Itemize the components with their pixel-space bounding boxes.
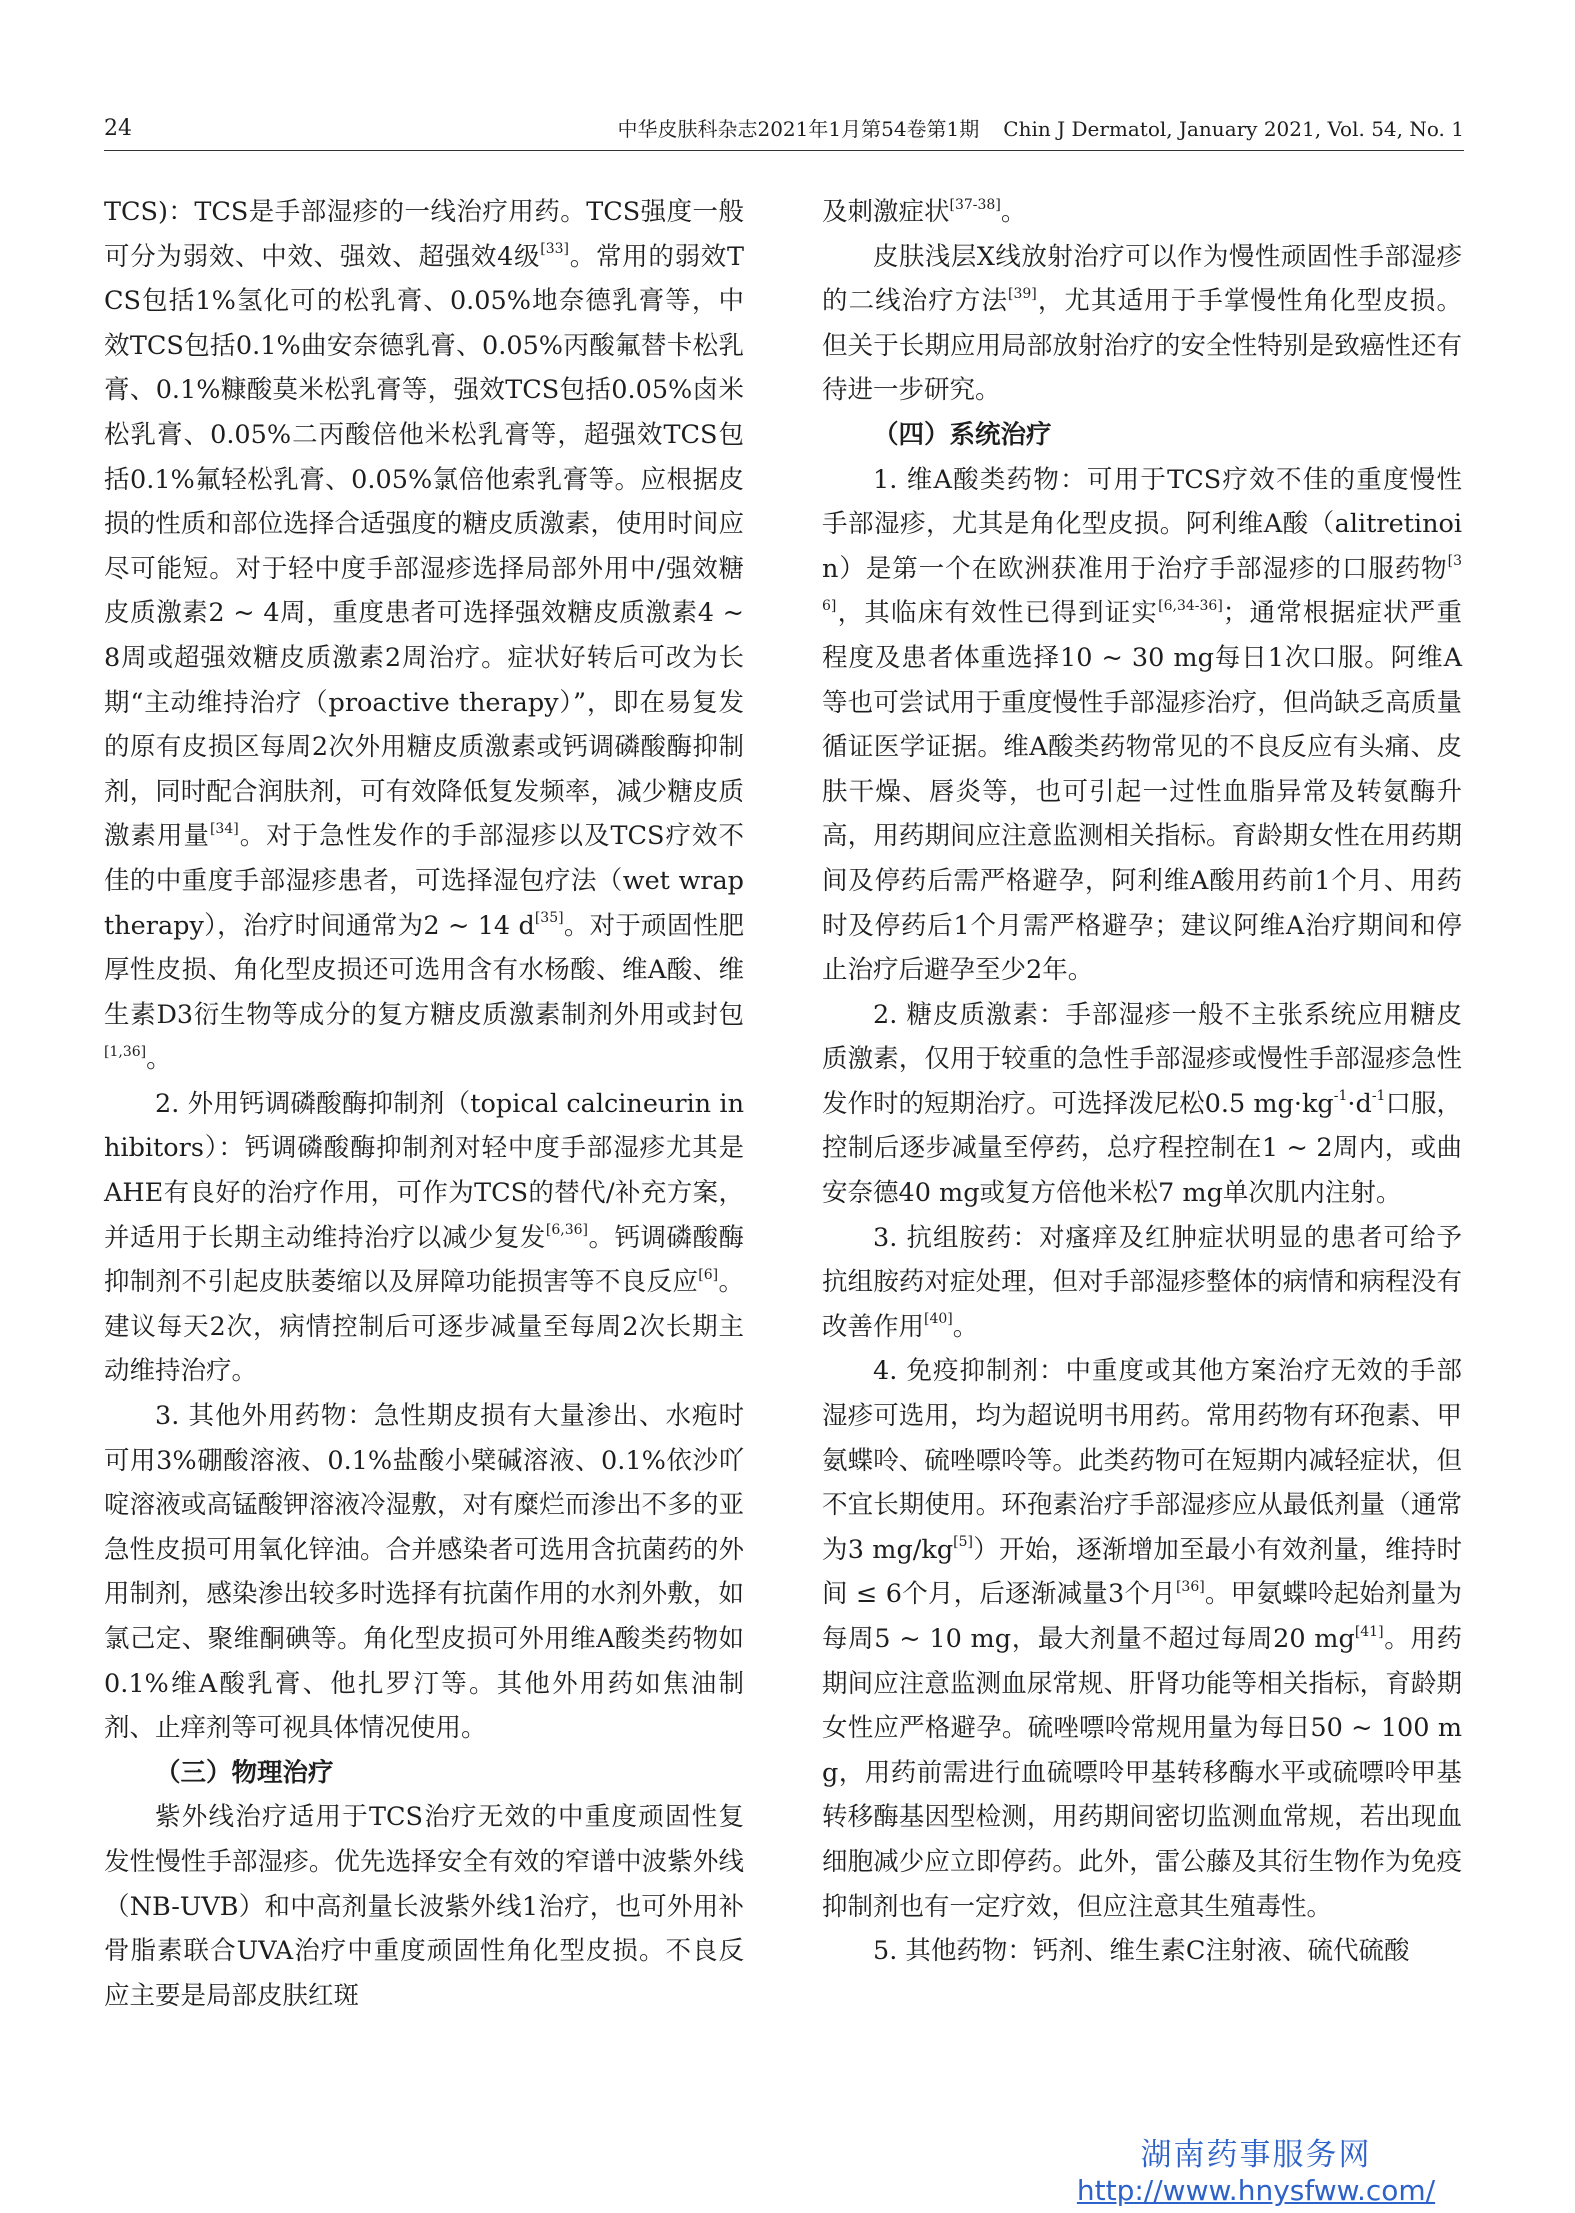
right-column: [822, 190, 1462, 1974]
journal-title-en: Chin J Dermatol, January 2021, Vol. 54, No. 1: [1003, 117, 1464, 141]
citation: [6,36]: [545, 1222, 589, 1239]
journal-title-cn: 中华皮肤科杂志2021年1月第54卷第1期: [617, 117, 980, 141]
paragraph-retinoids: 1. 维A酸类药物：可用于TCS疗效不佳的重度慢性手部湿疹，尤其是角化型皮损。阿利维A酸（alitretinoin）是第一个在欧洲获准用于治疗手部湿疹的口服药物[36]，其临床有效性已得到证实[6,34-36]；通常根据症状严重程度及患者体重选择10 ~ 30 mg每日1次口服。阿维A等也可尝试用于重度慢性手部湿疹治疗，但尚缺乏高质量循证医学证据。维A酸类药物常见的不良反应有头痛、皮肤干燥、唇炎等，也可引起一过性血脂异常及转氨酶升高，用药期间应注意监测相关指标。育龄期女性在用药期间及停药后需严格避孕，阿利维A酸用药前1个月、用药时及停药后1个月需严格避孕；建议阿维A治疗期间和停止治疗后避孕至少2年。: [822, 464, 1462, 986]
header-rule: [104, 150, 1464, 151]
paragraph-phototherapy: 紫外线治疗适用于TCS治疗无效的中重度顽固性复发性慢性手部湿疹。优先选择安全有效的窄谱中波紫外线（NB-UVB）和中高剂量长波紫外线1治疗，也可外用补骨脂素联合UVA治疗中重度顽固性角化型皮损。不良反应主要是局部皮肤红斑: [104, 1802, 744, 2011]
citation: [39]: [1008, 285, 1037, 302]
running-head: [617, 114, 1464, 144]
paragraph-radiotherapy: 皮肤浅层X线放射治疗可以作为慢性顽固性手部湿疹的二线治疗方法[39]，尤其适用于手掌慢性角化型皮损。但关于长期应用局部放射治疗的安全性特别是致癌性还有待进一步研究。: [822, 241, 1462, 406]
citation: [37-38]: [949, 196, 1001, 213]
page-number: 24: [104, 116, 132, 141]
paragraph-systemic-corticosteroids: 2. 糖皮质激素：手部湿疹一般不主张系统应用糖皮质激素，仅用于较重的急性手部湿疹或慢性手部湿疹急性发作时的短期治疗。可选择泼尼松0.5 $mg\cdot kg^{-1}\cdot d^{-1}$口服，控制后逐步减量至停药，总疗程控制在1 ~ 2周内，或曲安奈德40 mg或复方倍他米松7 mg单次肌内注射。: [822, 999, 1462, 1209]
citation: [36]: [1175, 1578, 1205, 1595]
site-watermark: [1026, 2136, 1486, 2208]
citation: [6,34-36]: [1158, 597, 1223, 614]
paragraph-phototherapy-continued: 及刺激症状[37-38]。: [822, 196, 1027, 227]
citation: [33]: [540, 241, 570, 258]
section-heading-systemic-therapy: （四）系统治疗: [873, 419, 1052, 450]
paragraph-other-drugs: 5. 其他药物：钙剂、维生素C注射液、硫代硫酸: [873, 1936, 1410, 1967]
citation: [6]: [698, 1266, 719, 1283]
paragraph-antihistamines: 3. 抗组胺药：对瘙痒及红肿症状明显的患者可给予抗组胺药对症处理，但对手部湿疹整体的病情和病程没有改善作用[40]。: [822, 1222, 1462, 1342]
citation: [1,36]: [104, 1043, 147, 1060]
section-heading-physical-therapy: （三）物理治疗: [155, 1757, 334, 1788]
paragraph-tcs-continued: TCS)：TCS是手部湿疹的一线治疗用药。TCS强度一般可分为弱效、中效、强效、超强效4级[33]。常用的弱效TCS包括1%氢化可的松乳膏、0.05%地奈德乳膏等，中效TCS包括0.1%曲安奈德乳膏、0.05%丙酸氟替卡松乳膏、0.1%糠酸莫米松乳膏等，强效TCS包括0.05%卤米松乳膏、0.05%二丙酸倍他米松乳膏等，超强效TCS包括0.1%氟轻松乳膏、0.05%氯倍他索乳膏等。应根据皮损的性质和部位选择合适强度的糖皮质激素，使用时间应尽可能短。对于轻中度手部湿疹选择局部外用中/强效糖皮质激素2 ~ 4周，重度患者可选择强效糖皮质激素4 ~ 8周或超强效糖皮质激素2周治疗。症状好转后可改为长期“主动维持治疗（proactive therapy）”，即在易复发的原有皮损区每周2次外用糖皮质激素或钙调磷酸酶抑制剂，同时配合润肤剂，可有效降低复发频率，减少糖皮质激素用量[34]。对于急性发作的手部湿疹以及TCS疗效不佳的中重度手部湿疹患者，可选择湿包疗法（wet wrap therapy），治疗时间通常为2 ~ 14 d[35]。对于顽固性肥厚性皮损、角化型皮损还可选用含有水杨酸、维A酸、维生素D3衍生物等成分的复方糖皮质激素制剂外用或封包[1,36]。: [104, 197, 744, 1075]
watermark-site-name: 湖南药事服务网: [1140, 2137, 1372, 2173]
watermark-url[interactable]: http://www.hnysfww.com/: [1076, 2174, 1436, 2207]
paragraph-other-topical: 3. 其他外用药物：急性期皮损有大量渗出、水疱时可用3%硼酸溶液、0.1%盐酸小檗碱溶液、0.1%依沙吖啶溶液或高锰酸钾溶液冷湿敷，对有糜烂而渗出不多的亚急性皮损可用氧化锌油。合并感染者可选用含抗菌药的外用制剂，感染渗出较多时选择有抗菌作用的水剂外敷，如氯己定、聚维酮碘等。角化型皮损可外用维A酸类药物如0.1%维A酸乳膏、他扎罗汀等。其他外用药如焦油制剂、止痒剂等可视具体情况使用。: [104, 1401, 744, 1744]
paragraph-calcineurin: 2. 外用钙调磷酸酶抑制剂（topical calcineurin inhibitors）：钙调磷酸酶抑制剂对轻中度手部湿疹尤其是AHE有良好的治疗作用，可作为TCS的替代/补充方案，并适用于长期主动维持治疗以减少复发[6,36]。钙调磷酸酶抑制剂不引起皮肤萎缩以及屏障功能损害等不良反应[6]。建议每天2次，病情控制后可逐步减量至每周2次长期主动维持治疗。: [104, 1088, 744, 1387]
citation: [35]: [534, 910, 564, 926]
citation: [34]: [209, 820, 239, 837]
citation: [36]: [822, 553, 1462, 614]
citation: [40]: [924, 1311, 953, 1328]
left-column: [104, 190, 744, 2018]
superscript: -1: [1333, 1088, 1348, 1105]
citation: [41]: [1354, 1623, 1384, 1640]
citation: [5]: [953, 1534, 974, 1551]
page-header: [104, 114, 1464, 154]
paragraph-immunosuppressants: 4. 免疫抑制剂：中重度或其他方案治疗无效的手部湿疹可选用，均为超说明书用药。常用药物有环孢素、甲氨蝶呤、硫唑嘌呤等。此类药物可在短期内减轻症状，但不宜长期使用。环孢素治疗手部湿疹应从最低剂量（通常为3 mg/kg[5]）开始，逐渐增加至最小有效剂量，维持时间 ≤ 6个月，后逐渐减量3个月[36]。甲氨蝶呤起始剂量为每周5 ~ 10 mg，最大剂量不超过每周20 mg[41]。用药期间应注意监测血尿常规、肝肾功能等相关指标，育龄期女性应严格避孕。硫唑嘌呤常规用量为每日50 ~ 100 mg，用药前需进行血硫嘌呤甲基转移酶水平或硫嘌呤甲基转移酶基因型检测，用药期间密切监测血常规，若出现血细胞减少应立即停药。此外，雷公藤及其衍生物作为免疫抑制剂也有一定疗效，但应注意其生殖毒性。: [822, 1356, 1462, 1922]
superscript: -1: [1371, 1088, 1386, 1105]
